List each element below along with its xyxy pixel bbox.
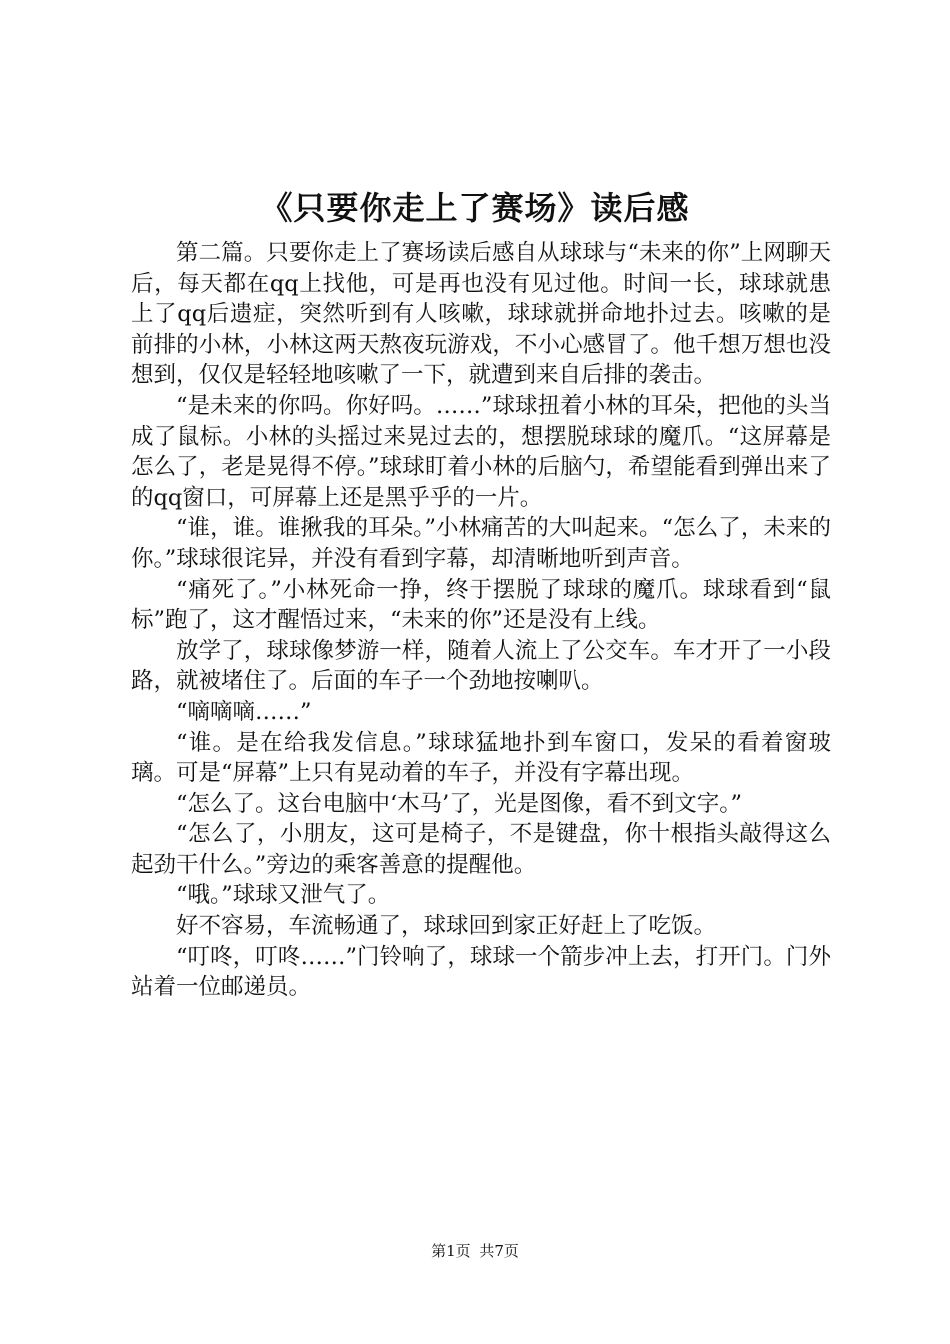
- paragraph: “叮咚，叮咚……”门铃响了，球球一个箭步冲上去，打开门。门外站着一位邮递员。: [131, 943, 831, 1001]
- paragraph: “是未来的你吗。你好吗。……”球球扭着小林的耳朵，把他的头当成了鼠标。小林的头摇过来晃过去的，想摆脱球球的魔爪。“这屏幕是怎么了，老是晃得不停。”球球盯着小林的后脑勺，希望能看到弹出来了的qq窗口，可屏幕上还是黑乎乎的一片。: [131, 392, 831, 511]
- paragraph: “谁。是在给我发信息。”球球猛地扑到车窗口，发呆的看着窗玻璃。可是“屏幕”上只有晃动着的车子，并没有字幕出现。: [131, 729, 831, 787]
- document-title: 《只要你走上了赛场》读后感: [260, 189, 690, 227]
- paragraph: “哦。”球球又泄气了。: [176, 882, 391, 909]
- paragraph: “痛死了。”小林死命一挣，终于摆脱了球球的魔爪。球球看到“鼠标”跑了，这才醒悟过来，“未来的你”还是没有上线。: [131, 576, 831, 634]
- page-number: 第1页: [431, 1242, 471, 1260]
- paragraph: “嘀嘀嘀……”: [176, 698, 312, 725]
- paragraph: “怎么了。这台电脑中‘木马’了，光是图像，看不到文字。”: [176, 790, 743, 817]
- paragraph: 放学了，球球像梦游一样，随着人流上了公交车。车才开了一小段路，就被堵住了。后面的车子一个劲地按喇叭。: [131, 637, 831, 695]
- paragraph: “怎么了，小朋友，这可是椅子，不是键盘，你十根指头敲得这么起劲干什么。”旁边的乘客善意的提醒他。: [131, 821, 831, 878]
- page-footer: [0, 1240, 950, 1262]
- paragraph: “谁，谁。谁揪我的耳朵。”小林痛苦的大叫起来。“怎么了，未来的你。”球球很诧异，并没有看到字幕，却清晰地听到声音。: [131, 515, 831, 572]
- paragraph: 好不容易，车流畅通了，球球回到家正好赶上了吃饭。: [176, 913, 717, 940]
- page-total: 共7页: [479, 1242, 519, 1260]
- paragraph: 第二篇。只要你走上了赛场读后感自从球球与“未来的你”上网聊天后，每天都在qq上找他，可是再也没有见过他。时间一长，球球就患上了qq后遗症，突然听到有人咳嗽，球球就拼命地扑过去。咳嗽的是前排的小林，小林这两天熬夜玩游戏，不小心感冒了。他千想万想也没想到，仅仅是轻轻地咳嗽了一下，就遭到来自后排的袭击。: [131, 240, 831, 389]
- document-body: [131, 238, 831, 1003]
